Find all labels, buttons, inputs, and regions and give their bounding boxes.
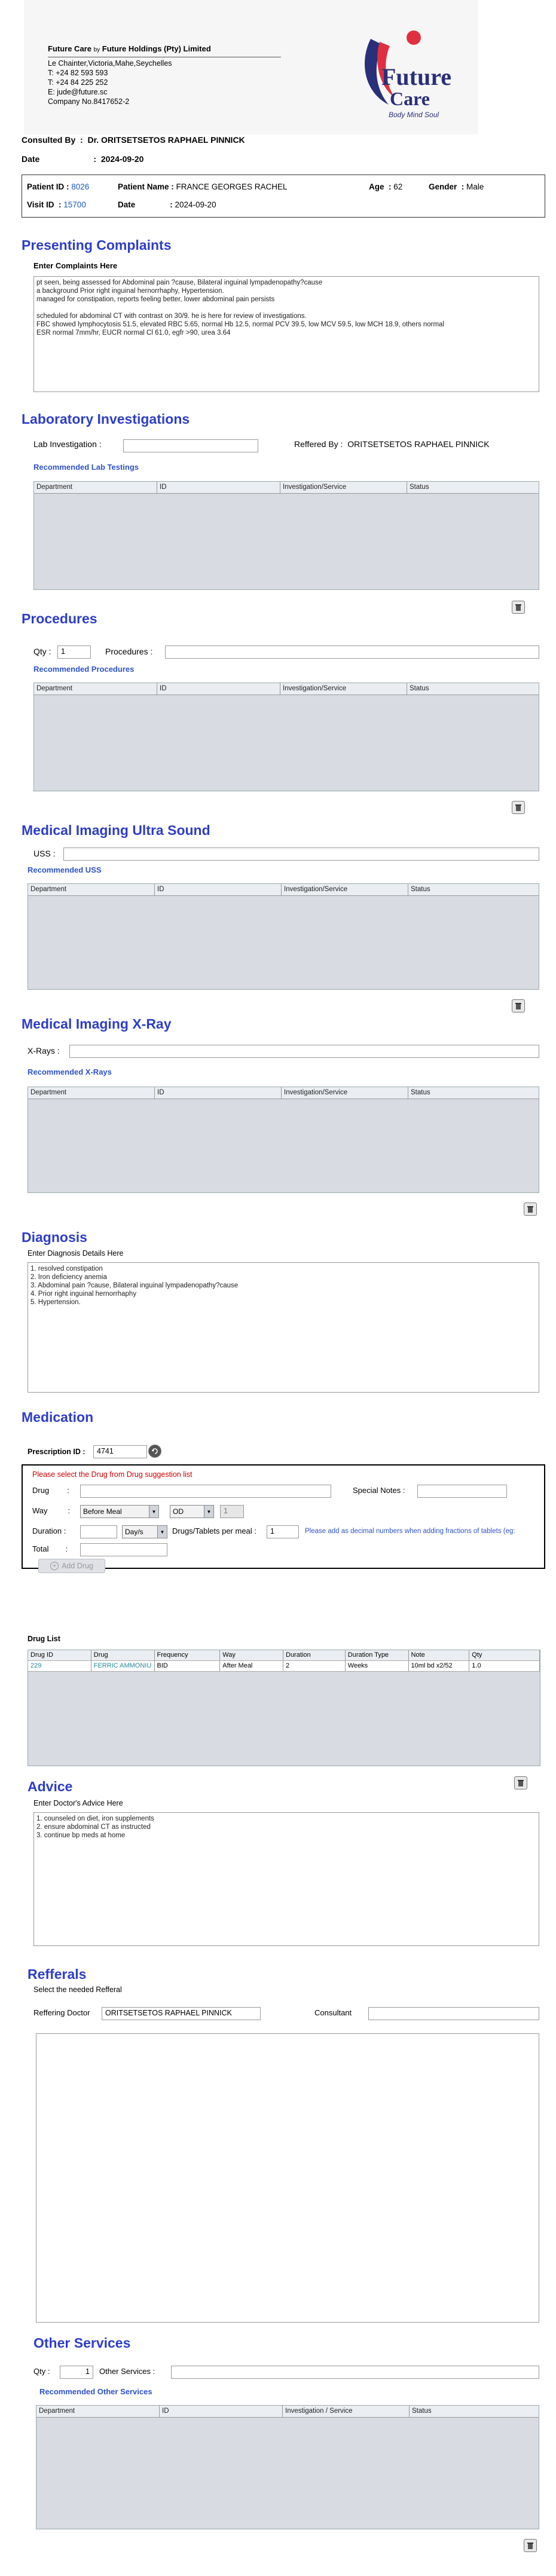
- diagnosis-subtitle: Enter Diagnosis Details Here: [28, 1249, 124, 1258]
- patient-name: Patient Name : FRANCE GEORGES RACHEL: [118, 182, 288, 191]
- advice-subtitle: Enter Doctor's Advice Here: [33, 1799, 123, 1807]
- section-title-lab: Laboratory Investigations: [22, 411, 190, 427]
- company-info: [48, 44, 281, 106]
- future-care-logo: [347, 27, 452, 129]
- col-id: ID: [155, 1087, 282, 1099]
- other-services-qty-input[interactable]: 1: [60, 2366, 93, 2379]
- lab-investigation-input[interactable]: [123, 439, 258, 452]
- col-investigation: Investigation/Service: [280, 482, 407, 493]
- trash-icon: [527, 2541, 534, 2550]
- col-department: Department: [34, 482, 157, 493]
- col-investigation: Investigation/Service: [282, 1087, 408, 1099]
- delete-lab-button[interactable]: [512, 601, 525, 614]
- patient-info-box: [22, 175, 545, 218]
- procedures-table: [33, 683, 539, 791]
- frequency-qty-input[interactable]: 1: [220, 1505, 244, 1518]
- drug-list-table: [28, 1650, 540, 1766]
- trash-icon: [515, 603, 522, 611]
- procedures-qty-label: Qty :: [33, 647, 51, 656]
- prescription-id-label: Prescription ID :: [28, 1448, 85, 1456]
- drug-list-cell: 229: [28, 1661, 91, 1671]
- refresh-prescription-button[interactable]: [148, 1445, 161, 1458]
- drug-list-title: Drug List: [28, 1635, 60, 1643]
- col-department: Department: [34, 683, 157, 695]
- col-status: Status: [411, 886, 430, 893]
- drug-list-cell: BID: [155, 1661, 221, 1671]
- drug-input[interactable]: [80, 1485, 331, 1498]
- drug-list-cell: 2: [283, 1661, 346, 1671]
- col-id: ID: [157, 683, 280, 695]
- special-notes-label: Special Notes :: [353, 1486, 405, 1495]
- consulted-by-row: Consulted By : Dr. ORITSETSETOS RAPHAEL PINNICK: [22, 135, 245, 145]
- drug-list-cell: After Meal: [220, 1661, 283, 1671]
- procedures-label: Procedures :: [105, 647, 153, 656]
- company-address: Le Chainter,Victoria,Mahe,Seychelles: [48, 59, 172, 68]
- delete-xray-button[interactable]: [524, 1203, 537, 1216]
- uss-table-header: [28, 884, 539, 896]
- chevron-down-icon: ▼: [204, 1506, 213, 1518]
- company-name: Future Care by Future Holdings (Pty) Limited: [48, 44, 211, 53]
- col-investigation: Investigation/Service: [280, 683, 407, 695]
- referral-textarea[interactable]: [36, 2033, 539, 2323]
- referring-doctor-label: Reffering Doctor: [33, 2008, 90, 2017]
- drug-list-col: Duration: [283, 1650, 346, 1660]
- drug-list-cell: FERRIC AMMONIU: [91, 1661, 155, 1671]
- special-notes-input[interactable]: [417, 1485, 507, 1498]
- recommended-xray-link[interactable]: Recommended X-Rays: [28, 1067, 112, 1076]
- add-drug-button[interactable]: + Add Drug: [38, 1559, 105, 1573]
- table-row[interactable]: [28, 1661, 540, 1672]
- consultant-label: Consultant: [314, 2008, 352, 2017]
- section-title-xray: Medical Imaging X-Ray: [22, 1016, 172, 1032]
- company-phone-2: T: +24 84 225 252: [48, 78, 108, 87]
- uss-table: [28, 883, 539, 990]
- drug-list-col: Qty: [469, 1650, 540, 1660]
- per-meal-label: Drugs/Tablets per meal :: [172, 1526, 256, 1535]
- drug-list-cell: 10ml bd x2/52: [409, 1661, 470, 1671]
- drug-warning: Please select the Drug from Drug suggestion list: [32, 1470, 193, 1479]
- decimal-hint: Please add as decimal numbers when adding fractions of tablets (eg:: [305, 1528, 515, 1535]
- trash-icon: [515, 803, 522, 812]
- lab-table: [33, 481, 539, 590]
- duration-input[interactable]: [80, 1525, 117, 1538]
- col-status: Status: [412, 2407, 432, 2415]
- xray-label: X-Rays :: [28, 1046, 60, 1056]
- col-id: ID: [160, 2406, 283, 2417]
- procedures-qty-input[interactable]: 1: [57, 645, 91, 659]
- logo-text-care: Care: [390, 88, 430, 109]
- recommended-procedures-link[interactable]: Recommended Procedures: [33, 665, 135, 674]
- duration-label: Duration :: [32, 1526, 66, 1535]
- trash-icon: [517, 1779, 524, 1787]
- section-title-uss: Medical Imaging Ultra Sound: [22, 822, 210, 838]
- drug-list-col: Frequency: [155, 1650, 221, 1660]
- way-label: Way :: [32, 1506, 71, 1515]
- referring-doctor-input[interactable]: ORITSETSETOS RAPHAEL PINNICK: [102, 2007, 261, 2020]
- section-title-medication: Medication: [22, 1409, 94, 1425]
- drug-list-header: [28, 1650, 540, 1661]
- delete-other-service-button[interactable]: [524, 2539, 537, 2552]
- section-title-diagnosis: Diagnosis: [22, 1229, 87, 1245]
- company-phone-1: T: +24 82 593 593: [48, 69, 108, 77]
- refresh-icon: [151, 1447, 158, 1455]
- col-department: Department: [28, 1087, 155, 1099]
- col-status: Status: [411, 1089, 430, 1096]
- lab-table-header: [34, 482, 539, 494]
- referred-by-label: Reffered By : ORITSETSETOS RAPHAEL PINNICK: [294, 439, 490, 449]
- lab-investigation-label: Lab Investigation :: [33, 439, 102, 449]
- xray-table: [28, 1087, 539, 1193]
- col-status: Status: [410, 484, 429, 491]
- consult-date-row: Date : 2024-09-20: [22, 154, 144, 164]
- recommended-other-services-link[interactable]: Recommended Other Services: [39, 2387, 152, 2396]
- recommended-lab-link[interactable]: Recommended Lab Testings: [33, 463, 139, 472]
- company-email: E: jude@future.sc: [48, 88, 108, 96]
- col-department: Department: [36, 2406, 160, 2417]
- drug-list-col: Drug ID: [28, 1650, 91, 1660]
- prescription-id-input[interactable]: 4741: [93, 1445, 147, 1458]
- section-title-complaints: Presenting Complaints: [22, 237, 172, 253]
- duration-type-select[interactable]: Day/s ▼: [122, 1525, 167, 1538]
- col-status: Status: [410, 685, 429, 692]
- complaints-subtitle: Enter Complaints Here: [33, 261, 118, 270]
- visit-id: Visit ID : 15700: [27, 200, 86, 209]
- trash-icon: [527, 1205, 534, 1213]
- other-services-table: [36, 2405, 539, 2529]
- delete-uss-button[interactable]: [512, 999, 525, 1012]
- logo-tagline: Body Mind Soul: [389, 111, 439, 119]
- chevron-down-icon: ▼: [149, 1506, 158, 1518]
- visit-date: Date : 2024-09-20: [118, 200, 216, 209]
- referrals-subtitle: Select the needed Refferal: [33, 1985, 122, 1994]
- per-meal-input[interactable]: 1: [267, 1525, 299, 1538]
- section-title-procedures: Procedures: [22, 611, 97, 626]
- frequency-select[interactable]: OD ▼: [170, 1505, 214, 1518]
- delete-procedure-button[interactable]: [512, 801, 525, 814]
- col-id: ID: [155, 884, 282, 895]
- xray-input[interactable]: [69, 1045, 539, 1058]
- medication-form: [22, 1464, 545, 1569]
- section-title-referrals: Refferals: [28, 1966, 87, 1982]
- diagnosis-textarea[interactable]: 1. resolved constipation 2. Iron deficiency anemia 3. Abdominal pain ?cause, Bilateral inguinal lympadenopathy?cause 4. Prior right inguinal hernorrhaphy 5. Hypertension.: [28, 1262, 539, 1393]
- other-services-input[interactable]: [171, 2366, 539, 2379]
- section-title-other-services: Other Services: [33, 2335, 131, 2351]
- other-services-label: Other Services :: [99, 2367, 155, 2376]
- total-label: Total :: [32, 1544, 68, 1553]
- drug-label: Drug :: [32, 1486, 69, 1495]
- xray-table-header: [28, 1087, 539, 1099]
- drug-list-col: Note: [409, 1650, 470, 1660]
- patient-age: Age : 62: [369, 182, 403, 191]
- section-title-advice: Advice: [28, 1779, 73, 1794]
- col-investigation: Investigation/Service: [282, 884, 408, 895]
- procedures-table-header: [34, 683, 539, 695]
- other-services-table-header: [36, 2406, 539, 2418]
- drug-list-col: Drug: [91, 1650, 155, 1660]
- trash-icon: [515, 1002, 522, 1010]
- logo-text-future: Future: [381, 63, 452, 90]
- patient-id: Patient ID : 8026: [27, 182, 90, 191]
- drug-list-cell: 1.0: [469, 1661, 540, 1671]
- col-department: Department: [28, 884, 155, 895]
- total-input[interactable]: [80, 1543, 167, 1556]
- delete-advice-button[interactable]: [514, 1776, 527, 1789]
- plus-circle-icon: +: [50, 1562, 59, 1570]
- consultant-input[interactable]: [368, 2007, 539, 2020]
- drug-list-col: Duration Type: [346, 1650, 409, 1660]
- procedures-input[interactable]: [165, 645, 539, 659]
- way-select[interactable]: Before Meal ▼: [80, 1505, 159, 1518]
- advice-textarea[interactable]: 1. counseled on diet, iron supplements 2. ensure abdominal CT as instructed 3. continue bp meds at home: [33, 1812, 539, 1946]
- drug-list-col: Way: [220, 1650, 283, 1660]
- chevron-down-icon: ▼: [157, 1526, 167, 1538]
- col-investigation: Investigation / Service: [283, 2406, 410, 2417]
- other-services-qty-label: Qty :: [33, 2367, 50, 2376]
- col-id: ID: [157, 482, 280, 493]
- recommended-uss-link[interactable]: Recommended USS: [28, 865, 102, 874]
- patient-gender: Gender : Male: [429, 182, 484, 191]
- uss-label: USS :: [33, 849, 56, 858]
- uss-input[interactable]: [63, 848, 539, 861]
- complaints-textarea[interactable]: pt seen, being assessed for Abdominal pain ?cause, Bilateral inguinal lympadenopathy?cause a background Prior right inguinal hernorrhaphy, Hypertension. managed for constipation, reports feeling better, lower abdominal pain persists scheduled for abdominal CT with contrast on 30/9. he is here for review of investigations. FBC showed lymphocytosis 51.5, elevated RBC 5.65, normal Hb 12.5, normal PCV 39.5, low MCV 59.5, low MCH 18.9, others normal ESR normal 7mm/hr, EUCR normal Cl 61.0, egfr >90, urea 3.64: [33, 276, 539, 392]
- drug-list-cell: Weeks: [346, 1661, 409, 1671]
- company-number: Company No.8417652-2: [48, 97, 130, 106]
